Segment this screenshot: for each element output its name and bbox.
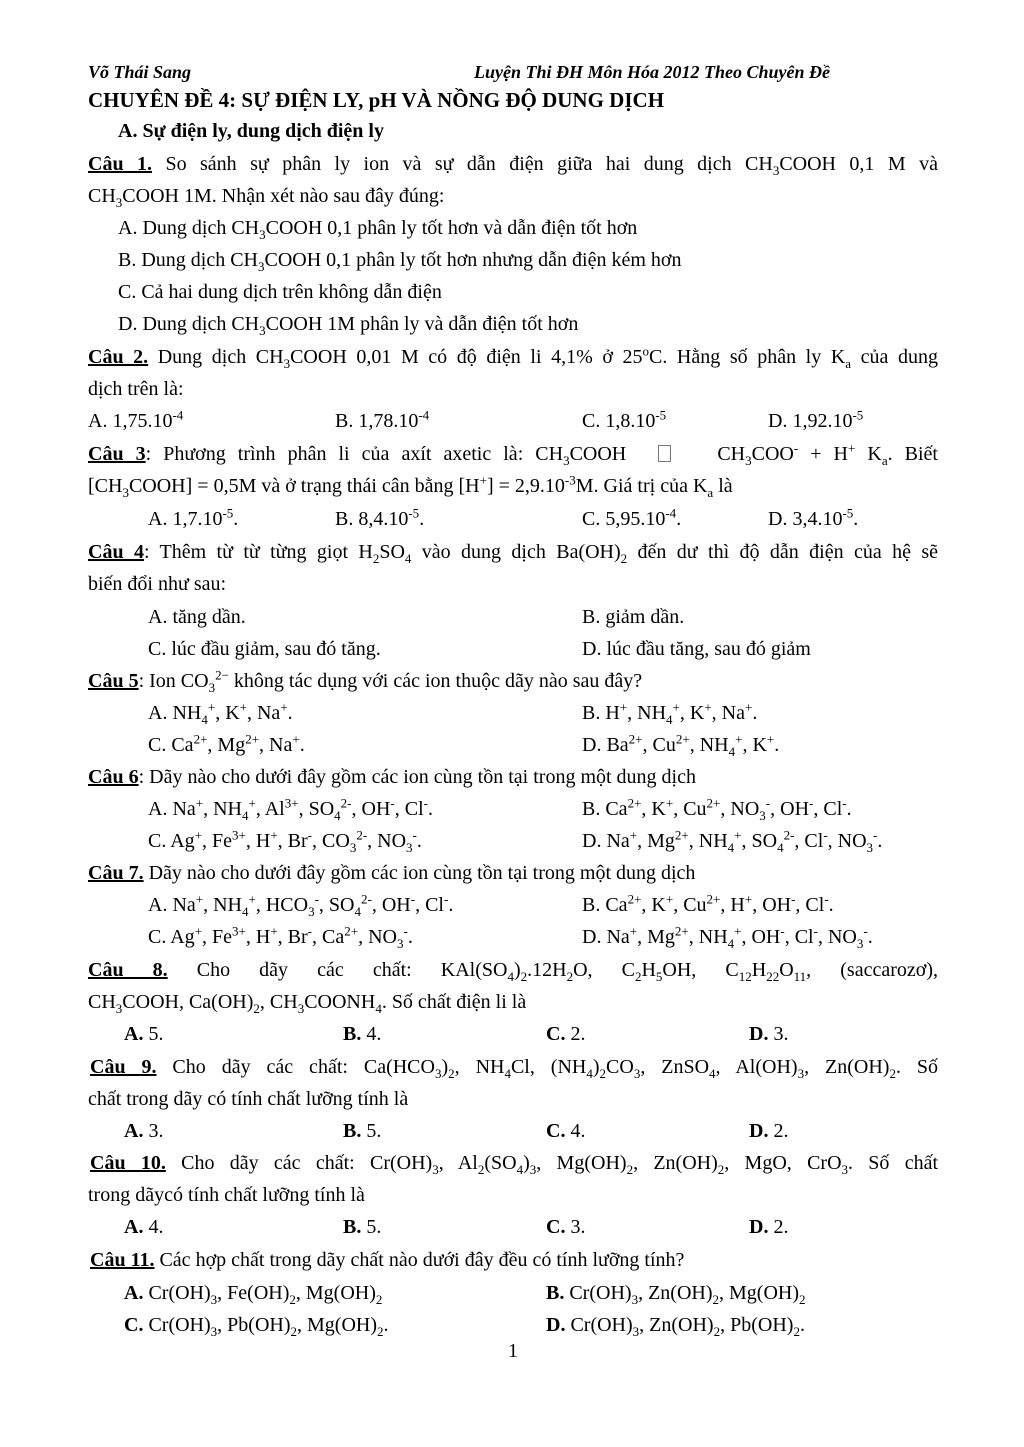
question-8-text-cont: $CH_3COOH$, $Ca(OH)_2$, $CH_3COONH_4$. Số chất điện li là: [88, 991, 527, 1016]
option: A. tăng dần.: [148, 606, 246, 628]
option: D. Na+, $Mg^{2+}$, $NH_4^+$, OH-, Cl-, $NO_3^-$.: [582, 923, 873, 951]
option: D. $3,4.10^{-5}$.: [768, 505, 859, 530]
option: D. Na+, $Mg^{2+}$, $NH_4^+$, $SO_4^{2-}$, Cl-, $NO_3^-$.: [582, 827, 883, 855]
option: C. $5,95.10^{-4}$.: [582, 505, 682, 530]
question-3-text-cont: $[CH_3COOH] = 0,5M$ và ở trạng thái cân bằng $[H^+] = 2,9.10^{-3}M$. Giá trị của $K_a$ là: [88, 472, 733, 500]
option: B. $1,78.10^{-4}$: [335, 407, 430, 432]
option: C. 4.: [546, 1120, 586, 1142]
question-2-text-cont: dịch trên là:: [88, 378, 184, 400]
question-2-text: Câu 2. Dung dịch $CH_3COOH$ 0,01 M có độ điện li 4,1% ở 25$^o$C. Hằng số phân ly $K_a$ của dung: [88, 343, 938, 371]
option: D. 3.: [749, 1023, 789, 1045]
option: D. 2.: [749, 1216, 789, 1238]
page-title: CHUYÊN ĐỀ 4: SỰ ĐIỆN LY, pH VÀ NỒNG ĐỘ DUNG DỊCH: [88, 88, 665, 112]
option: B. 5.: [343, 1216, 382, 1238]
equilibrium-arrow-icon: [658, 445, 671, 462]
question-label: Câu 1.: [88, 153, 153, 175]
option: A. $Cr(OH)_3$, $Fe(OH)_2$, $Mg(OH)_2$: [124, 1282, 383, 1307]
option: A. Na+, $NH_4^+$, $Al^{3+}$, $SO_4^{2-}$, OH-, Cl-.: [148, 795, 433, 823]
option: A. Dung dịch $CH_3COOH$ 0,1 phân ly tốt hơn và dẫn điện tốt hơn: [118, 217, 638, 242]
question-8-text: Câu 8. Cho dãy các chất: $KAl(SO_4)_2.12H_2O$, $C_2H_5OH$, $C_{12}H_{22}O_{11}$, (saccarozơ),: [88, 959, 938, 984]
question-7-text: Câu 7. Dãy nào cho dưới đây gồm các ion cùng tồn tại trong một dung dịch: [88, 862, 696, 884]
page-number: 1: [508, 1340, 518, 1362]
question-label: Câu 7.: [88, 862, 144, 884]
question-label: Câu 2.: [88, 346, 149, 368]
question-label: Câu 10.: [90, 1152, 166, 1174]
question-label: Câu 3: [88, 443, 146, 465]
option: C. Ag+, $Fe^{3+}$, H+, Br-, $Ca^{2+}$, $NO_3^-$.: [148, 923, 413, 951]
option: C. $1,8.10^{-5}$: [582, 407, 667, 432]
question-label: Câu 8.: [88, 959, 168, 981]
section-heading: A. Sự điện ly, dung dịch điện ly: [118, 120, 384, 142]
question-9-text: Câu 9. Cho dãy các chất: $Ca(HCO_3)_2$, $NH_4Cl$, $(NH_4)_2CO_3$, ZnSO$_4$, $Al(OH)_3$, $Zn(OH)_2$. Số: [90, 1056, 938, 1081]
option: B. Dung dịch $CH_3COOH$ 0,1 phân ly tốt hơn nhưng dẫn điện kém hơn: [118, 249, 682, 274]
option: C. 2.: [546, 1023, 586, 1045]
header-course: Luyện Thi ĐH Môn Hóa 2012 Theo Chuyên Đề: [474, 62, 831, 82]
option: D. $Cr(OH)_3$, $Zn(OH)_2$, $Pb(OH)_2$.: [546, 1314, 805, 1339]
option: A. Na+, $NH_4^+$, $HCO_3^-$, $SO_4^{2-}$, OH-, Cl-.: [148, 891, 454, 919]
question-label: Câu 5: [88, 670, 139, 692]
option: D. $Ba^{2+}$, $Cu^{2+}$, $NH_4^+$, K+.: [582, 731, 780, 759]
option: C. lúc đầu giảm, sau đó tăng.: [148, 638, 381, 660]
option: B. $8,4.10^{-5}$.: [335, 505, 425, 530]
option: C. Cả hai dung dịch trên không dẫn điện: [118, 281, 442, 303]
question-3-text: Câu 3: Phương trình phân li của axít axetic là: $CH_3COOH$ $CH_3COO^- + H^+$ $K_a$. Biết: [88, 440, 938, 468]
question-5-text: Câu 5: Ion $CO_3^{2-}$ không tác dụng với các ion thuộc dãy nào sau đây?: [88, 667, 643, 695]
question-1-text-cont: $CH_3COOH$ 1M. Nhận xét nào sau đây đúng:: [88, 185, 445, 210]
option: B. 5.: [343, 1120, 382, 1142]
question-1-text: Câu 1. So sánh sự phân ly ion và sự dẫn điện giữa hai dung dịch $CH_3COOH$ 0,1 M và: [88, 153, 938, 178]
option: D. Dung dịch $CH_3COOH$ 1M phân ly và dẫn điện tốt hơn: [118, 313, 579, 338]
option: A. $1,7.10^{-5}$.: [148, 505, 239, 530]
option: A. 4.: [124, 1216, 164, 1238]
option: A. $1,75.10^{-4}$: [88, 407, 184, 432]
question-label: Câu 4: [88, 541, 144, 563]
option: B. $Ca^{2+}$, K+, $Cu^{2+}$, $NO_3^-$, OH-, Cl-.: [582, 795, 852, 823]
question-4-text-cont: biến đổi như sau:: [88, 573, 227, 595]
question-label: Câu 11.: [90, 1249, 155, 1271]
header-author: Võ Thái Sang: [88, 62, 192, 82]
question-9-text-cont: chất trong dãy có tính chất lưỡng tính là: [88, 1088, 409, 1110]
option: C. $Cr(OH)_3$, $Pb(OH)_2$, $Mg(OH)_2$.: [124, 1314, 389, 1339]
option: A. $NH_4^+$, K+, Na+.: [148, 699, 293, 727]
question-10-text: Câu 10. Cho dãy các chất: $Cr(OH)_3$, $Al_2(SO_4)_3$, $Mg(OH)_2$, $Zn(OH)_2$, MgO, CrO$_3$. Số chất: [90, 1152, 939, 1177]
option: B. $Ca^{2+}$, K+, $Cu^{2+}$, H+, OH-, Cl-.: [582, 891, 834, 916]
option: C. 3.: [546, 1216, 586, 1238]
question-6-text: Câu 6: Dãy nào cho dưới đây gồm các ion cùng tồn tại trong một dung dịch: [88, 766, 696, 788]
option: D. $1,92.10^{-5}$: [768, 407, 864, 432]
option: B. H+, $NH_4^+$, K+, Na+.: [582, 699, 758, 727]
option: B. giảm dần.: [582, 606, 685, 628]
option: D. 2.: [749, 1120, 789, 1142]
question-label: Câu 9.: [90, 1056, 157, 1078]
option: A. 3.: [124, 1120, 164, 1142]
question-4-text: Câu 4: Thêm từ từ từng giọt $H_2SO_4$ vào dung dịch $Ba(OH)_2$ đến dư thì độ dẫn điện của hệ sẽ: [88, 541, 938, 566]
option: A. 5.: [124, 1023, 164, 1045]
question-10-text-cont: trong dãycó tính chất lưỡng tính là: [88, 1184, 365, 1206]
option: B. $Cr(OH)_3$, $Zn(OH)_2$, $Mg(OH)_2$: [546, 1282, 806, 1307]
option: D. lúc đầu tăng, sau đó giảm: [582, 638, 811, 660]
question-label: Câu 6: [88, 766, 139, 788]
option: C. Ag+, $Fe^{3+}$, H+, Br-, $CO_3^{2-}$, $NO_3^-$.: [148, 827, 422, 855]
option: C. $Ca^{2+}$, $Mg^{2+}$, Na+.: [148, 731, 305, 756]
question-11-text: Câu 11. Các hợp chất trong dãy chất nào dưới đây đều có tính lưỡng tính?: [90, 1249, 685, 1271]
option: B. 4.: [343, 1023, 382, 1045]
